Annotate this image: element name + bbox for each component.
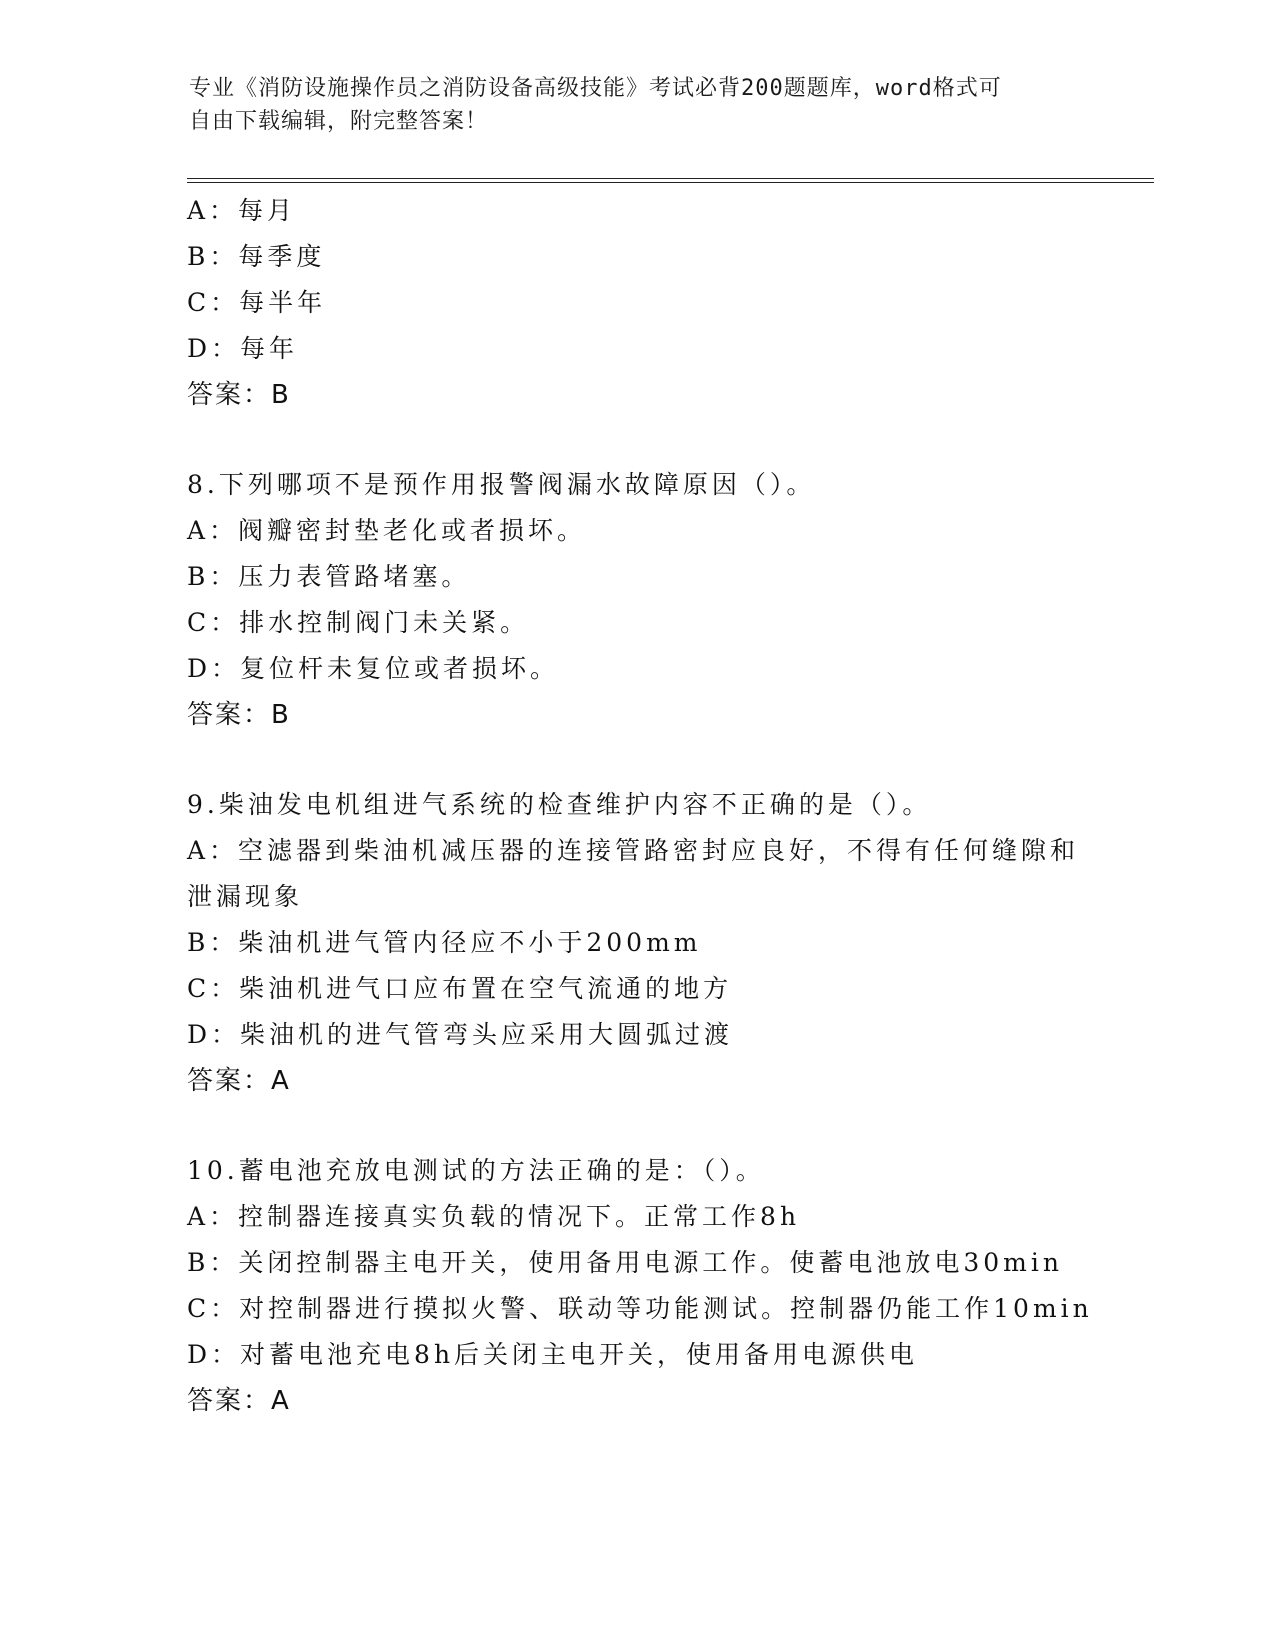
question-9: [187, 782, 1087, 1104]
q8-option-c: C：排水控制阀门未关紧。: [187, 608, 530, 637]
header-divider-bottom: [187, 182, 1154, 183]
spacer: [187, 1104, 1087, 1148]
q10-question: 10.蓄电池充放电测试的方法正确的是：（）。: [187, 1156, 765, 1185]
q9-option-a: A：空滤器到柴油机减压器的连接管路密封应良好，不得有任何缝隙和: [187, 836, 1080, 865]
question-10: [187, 1148, 1093, 1424]
q8-option-a: A：阀瓣密封垫老化或者损坏。: [187, 516, 587, 545]
q8-question: 8.下列哪项不是预作用报警阀漏水故障原因（）。: [187, 470, 816, 499]
spacer: [187, 418, 1087, 462]
question-list: [187, 188, 1093, 1424]
spacer: [187, 738, 1087, 782]
q8-option-b: B：压力表管路堵塞。: [187, 562, 471, 591]
q9-question: 9.柴油发电机组进气系统的检查维护内容不正确的是（）。: [187, 790, 932, 819]
q7-answer: 答案：B: [187, 380, 291, 410]
document-header: [189, 72, 1089, 138]
q8-answer: 答案：B: [187, 700, 291, 730]
q10-option-b: B：关闭控制器主电开关，使用备用电源工作。使蓄电池放电30min: [187, 1248, 1063, 1277]
q9-answer: 答案：A: [187, 1066, 291, 1096]
q7-option-a: A：每月: [187, 196, 297, 225]
header-divider-top: [187, 178, 1154, 179]
question-8: [187, 462, 1087, 738]
q7-option-c: C：每半年: [187, 288, 327, 317]
q10-answer: 答案：A: [187, 1386, 291, 1416]
q10-option-c: C：对控制器进行摸拟火警、联动等功能测试。控制器仍能工作10min: [187, 1294, 1093, 1323]
question-7: [187, 188, 1087, 418]
q10-option-d: D：对蓄电池充电8h后关闭主电开关，使用备用电源供电: [187, 1340, 919, 1369]
header-line-2: 自由下载编辑，附完整答案！: [189, 109, 489, 134]
q8-option-d: D：复位杆未复位或者损坏。: [187, 654, 560, 683]
q9-option-c: C：柴油机进气口应布置在空气流通的地方: [187, 974, 733, 1003]
q9-option-b: B：柴油机进气管内径应不小于200mm: [187, 928, 702, 957]
q9-option-d: D：柴油机的进气管弯头应采用大圆弧过渡: [187, 1020, 734, 1049]
q10-option-a: A：控制器连接真实负载的情况下。正常工作8h: [187, 1202, 801, 1231]
q7-option-d: D：每年: [187, 334, 299, 363]
header-line-1: 专业《消防设施操作员之消防设备高级技能》考试必背200题题库，word格式可: [189, 76, 1002, 101]
q9-option-a-continued: 泄漏现象: [187, 882, 304, 911]
q7-option-b: B：每季度: [187, 242, 326, 271]
